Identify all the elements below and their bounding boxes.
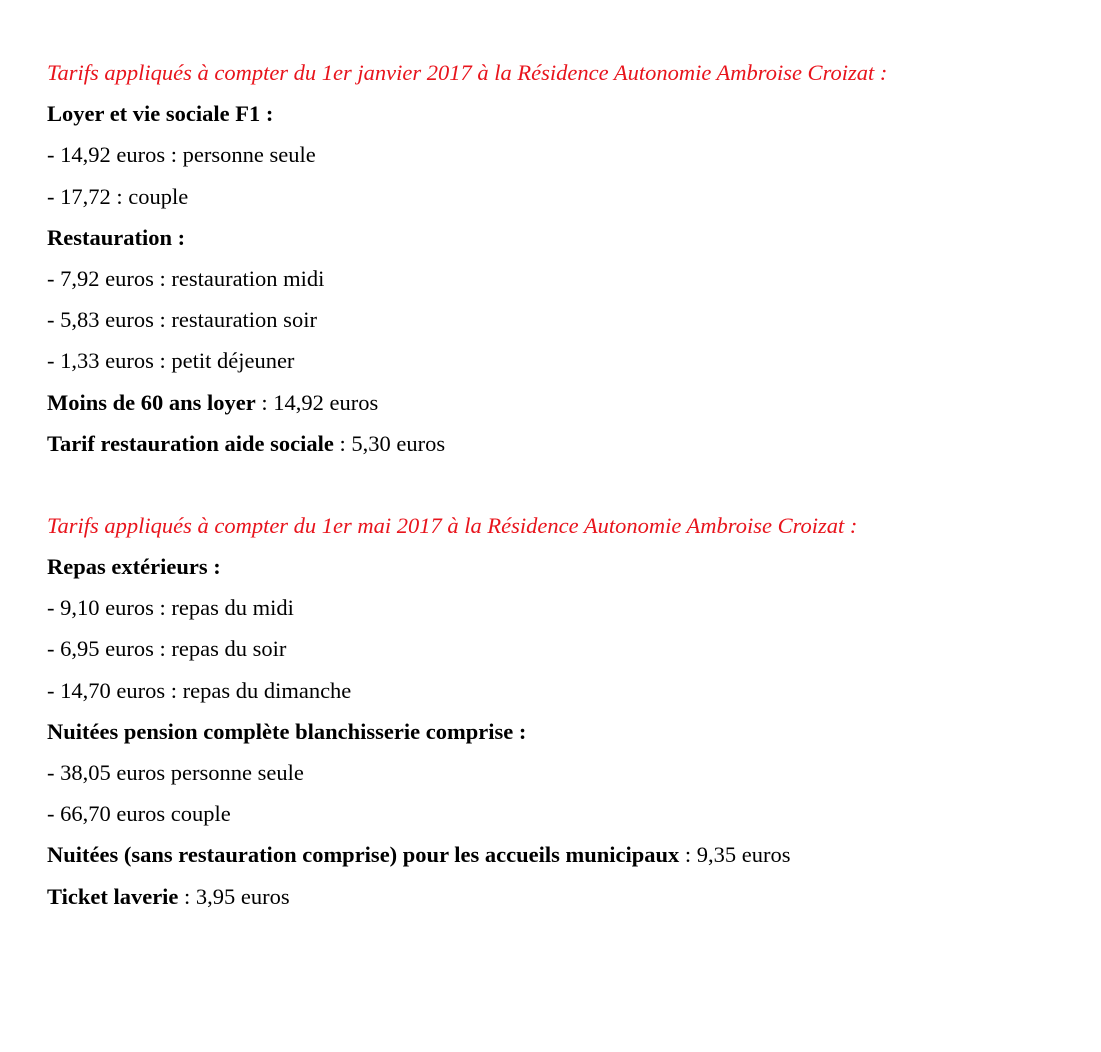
heading-loyer: Loyer et vie sociale F1 : (47, 101, 274, 127)
rate-value: : 9,35 euros (679, 842, 791, 868)
rate-value: : 3,95 euros (178, 883, 290, 909)
list-item: - 14,70 euros : repas du dimanche (47, 677, 352, 703)
list-item: - 66,70 euros couple (47, 801, 231, 827)
rate-value: : 14,92 euros (255, 389, 379, 415)
rate-label: Nuitées (sans restauration comprise) pour les accueils municipaux (47, 842, 680, 868)
section-intro-mai: Tarifs appliqués à compter du 1er mai 2017 à la Résidence Autonomie Ambroise Croizat : (47, 512, 858, 538)
list-item: - 5,83 euros : restauration soir (47, 307, 317, 333)
rate-nuitees-sans-restauration (47, 834, 1077, 875)
section-mai-2017 (47, 505, 1077, 917)
rate-aide-sociale (47, 423, 1077, 464)
list-item: - 9,10 euros : repas du midi (47, 595, 294, 621)
rate-value: : 5,30 euros (333, 430, 446, 456)
tariff-document (47, 52, 1077, 917)
rate-label: Ticket laverie (47, 883, 179, 909)
rate-label: Tarif restauration aide sociale (47, 430, 334, 456)
list-item: - 14,92 euros : personne seule (47, 142, 316, 168)
rate-label: Moins de 60 ans loyer (47, 389, 256, 415)
list-item: - 38,05 euros personne seule (47, 760, 304, 785)
heading-repas-exterieurs: Repas extérieurs : (47, 554, 221, 580)
section-spacer (47, 464, 1077, 505)
rate-moins-60-ans (47, 382, 1077, 423)
list-item: - 7,92 euros : restauration midi (47, 265, 325, 291)
section-intro-janvier: Tarifs appliqués à compter du 1er janvier 2017 à la Résidence Autonomie Ambroise Croizat : (47, 60, 888, 85)
section-janvier-2017 (47, 52, 1077, 464)
list-item: - 1,33 euros : petit déjeuner (47, 348, 295, 374)
heading-nuitees-pension: Nuitées pension complète blanchisserie comprise : (47, 718, 527, 744)
list-item: - 6,95 euros : repas du soir (47, 636, 287, 662)
list-item: - 17,72 : couple (47, 183, 189, 209)
rate-ticket-laverie (47, 876, 1077, 917)
heading-restauration: Restauration : (47, 224, 186, 250)
